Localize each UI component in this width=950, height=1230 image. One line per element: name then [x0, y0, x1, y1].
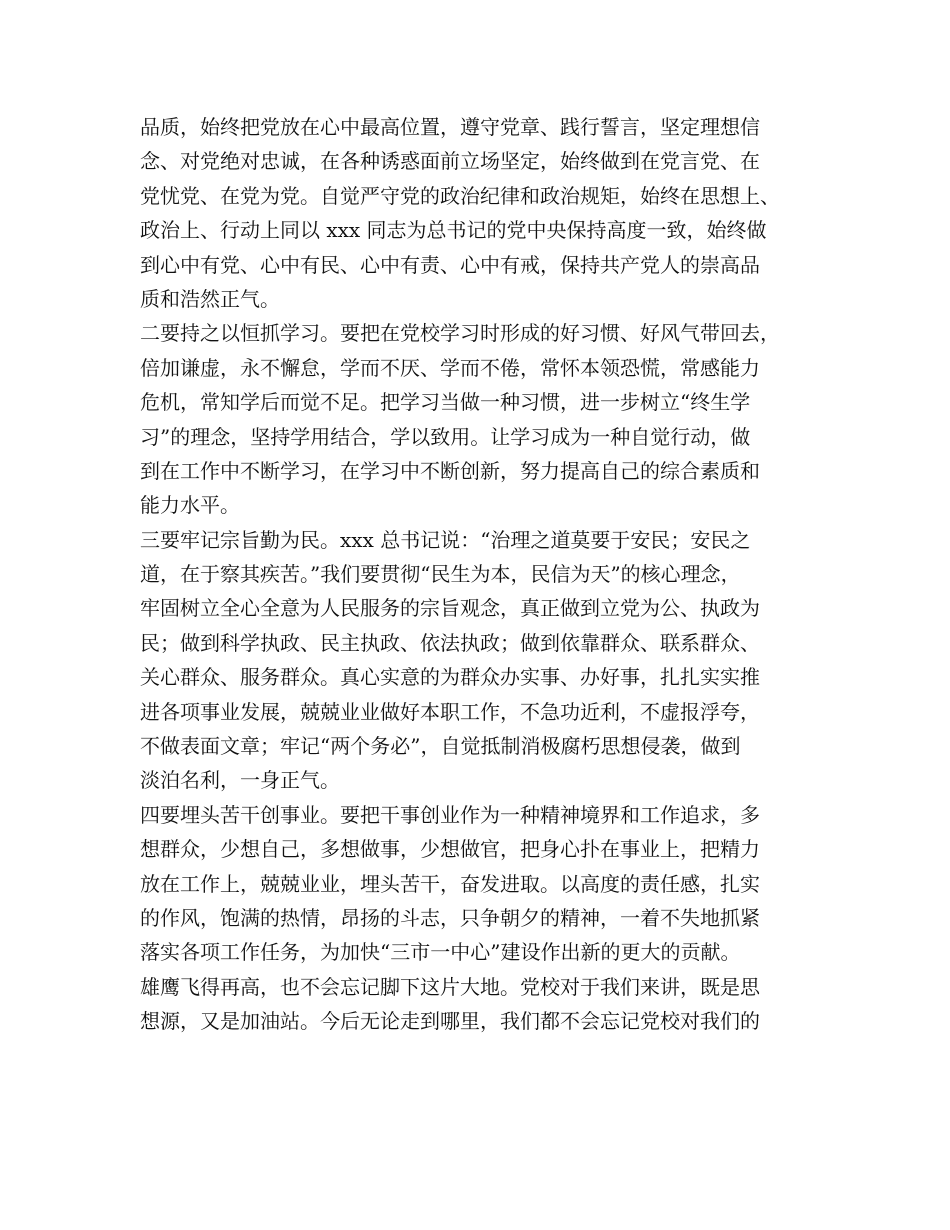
text-line-27: 想源，又是加油站。今后无论走到哪里，我们都不会忘记党校对我们的 — [140, 1009, 760, 1034]
text-line-21: 四要埋头苦干创事业。要把干事创业作为一种精神境界和工作追求，多 — [140, 802, 760, 827]
text-line-26: 雄鹰飞得再高，也不会忘记脚下这片大地。党校对于我们来讲，既是思 — [140, 974, 760, 999]
text-line-16: 民；做到科学执政、民主执政、依法执政；做到依靠群众、联系群众、 — [140, 630, 760, 655]
text-line-25: 落实各项工作任务，为加快“三市一中心”建设作出新的更大的贡献。 — [140, 940, 741, 965]
text-line-7: 二要持之以恒抓学习。要把在党校学习时形成的好习惯、好风气带回去， — [140, 321, 780, 346]
text-line-1: 品质，始终把党放在心中最高位置，遵守党章、践行誓言，坚定理想信 — [140, 115, 760, 139]
text-line-8: 倍加谦虚，永不懈怠，学而不厌、学而不倦，常怀本领恐慌，常感能力 — [140, 355, 760, 380]
text-line-5: 到心中有党、心中有民、心中有责、心中有戒，保持共产党人的崇高品 — [140, 252, 760, 277]
text-line-11: 到在工作中不断学习，在学习中不断创新，努力提高自己的综合素质和 — [140, 458, 760, 483]
text-line-13: 三要牢记宗旨勤为民。xxx 总书记说：“治理之道莫要于安民；安民之 — [140, 527, 751, 552]
document-body — [140, 110, 840, 1039]
text-line-3: 党忧党、在党为党。自觉严守党的政治纪律和政治规矩，始终在思想上、 — [140, 183, 780, 208]
text-line-23: 放在工作上，兢兢业业，埋头苦干，奋发进取。以高度的责任感，扎实 — [140, 871, 760, 896]
text-line-6: 质和浩然正气。 — [140, 286, 280, 311]
text-line-4: 政治上、行动上同以 xxx 同志为总书记的党中央保持高度一致，始终做 — [140, 218, 767, 243]
text-line-18: 进各项事业发展，兢兢业业做好本职工作，不急功近利，不虚报浮夸， — [140, 699, 760, 724]
text-line-15: 牢固树立全心全意为人民服务的宗旨观念，真正做到立党为公、执政为 — [140, 596, 760, 621]
text-line-22: 想群众，少想自己，多想做事，少想做官，把身心扑在事业上，把精力 — [140, 837, 760, 862]
text-line-9: 危机，常知学后而觉不足。把学习当做一种习惯，进一步树立“终生学 — [140, 390, 751, 415]
text-line-2: 念、对党绝对忠诚，在各种诱惑面前立场坚定，始终做到在党言党、在 — [140, 149, 760, 174]
text-line-20: 淡泊名利，一身正气。 — [140, 768, 340, 793]
text-line-10: 习”的理念，坚持学用结合，学以致用。让学习成为一种自觉行动，做 — [140, 424, 751, 449]
text-line-14: 道，在于察其疾苦。”我们要贯彻“民生为本，民信为天”的核心理念， — [140, 562, 741, 587]
text-line-19: 不做表面文章；牢记“两个务必”，自觉抵制消极腐朽思想侵袭，做到 — [140, 734, 741, 759]
text-line-12: 能力水平。 — [140, 493, 240, 518]
text-line-17: 关心群众、服务群众。真心实意的为群众办实事、办好事，扎扎实实推 — [140, 665, 760, 690]
text-line-24: 的作风，饱满的热情，昂扬的斗志，只争朝夕的精神，一着不失地抓紧 — [140, 905, 760, 930]
